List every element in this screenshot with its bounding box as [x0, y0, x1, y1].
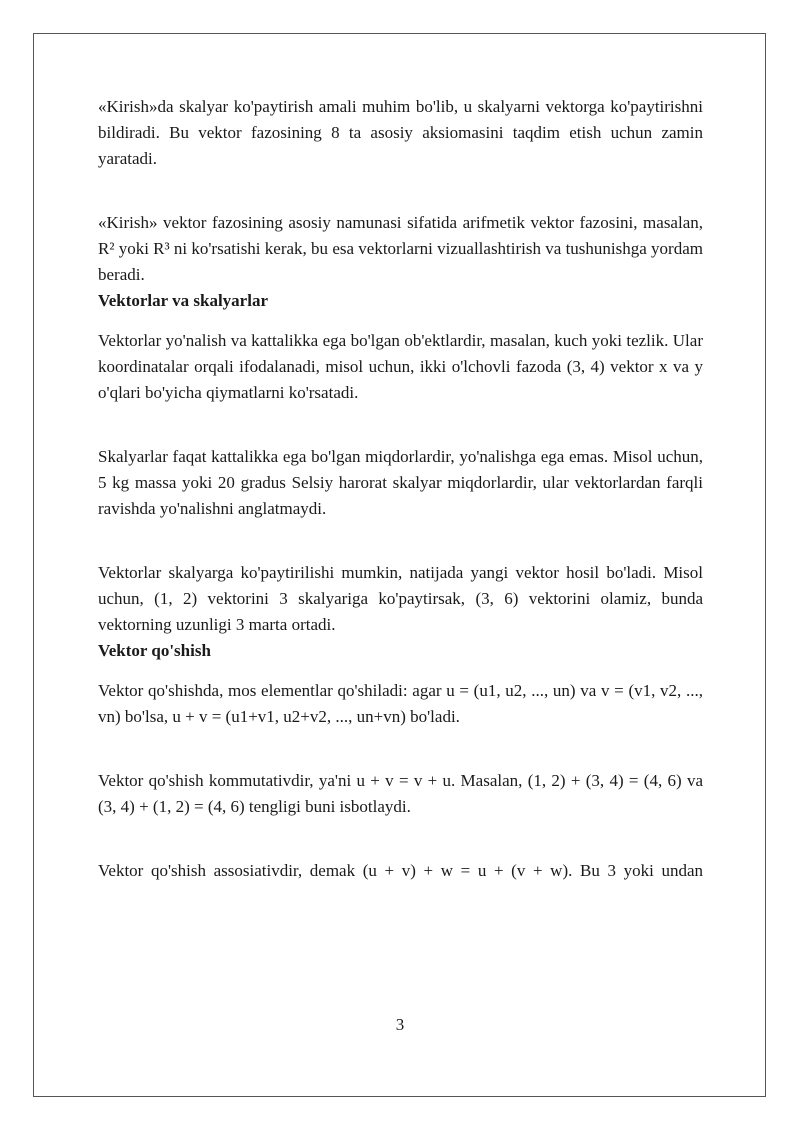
section1-paragraph-2: Skalyarlar faqat kattalikka ega bo'lgan miqdorlardir, yo'nalishga ega emas. Misol uchun, 5 kg massa yoki 20 gradus Selsiy harorat skalyar miqdorlardir, ular vektorlardan farqli ravishda yo'nalishni anglatmaydi.: [98, 447, 703, 518]
section2-paragraph-2: Vektor qo'shish kommutativdir, ya'ni u + v = v + u. Masalan, (1, 2) + (3, 4) = (4, 6) va (3, 4) + (1, 2) = (4, 6) tengligi buni isbotlaydi.: [98, 771, 703, 816]
section1-paragraph-1: Vektorlar yo'nalish va kattalikka ega bo'lgan ob'ektlardir, masalan, kuch yoki tezlik. Ular koordinatalar orqali ifodalanadi, misol uchun, ikki o'lchovli fazoda (3, 4) vektor x va y o'qlari bo'yicha qiymatlarni ko'rsatadi.: [98, 331, 703, 402]
page-number: 3: [395, 1015, 405, 1034]
section1-paragraph-3: Vektorlar skalyarga ko'paytirilishi mumkin, natijada yangi vektor hosil bo'ladi. Misol uchun, (1, 2) vektorini 3 skalyariga ko'paytirsak, (3, 6) vektorini olamiz, bunda vektorning uzunligi 3 marta ortadi.: [98, 563, 703, 634]
section2-paragraph-1: Vektor qo'shishda, mos elementlar qo'shiladi: agar u = (u1, u2, ..., un) va v = (v1, v2, ..., vn) bo'lsa, u + v = (u1+v1, u2+v2, ..., un+vn) bo'ladi.: [98, 681, 703, 726]
section-heading-vectors-scalars: Vektorlar va skalyarlar: [98, 291, 268, 310]
intro-paragraph-2: «Kirish» vektor fazosining asosiy namunasi sifatida arifmetik vektor fazosini, masalan, R² yoki R³ ni ko'rsatishi kerak, bu esa vektorlarni vizuallashtirish va tushunishga yordam beradi.: [98, 213, 703, 284]
section2-paragraph-3: Vektor qo'shish assosiativdir, demak (u + v) + w = u + (v + w). Bu 3 yoki undan: [98, 861, 703, 880]
page-content: [98, 94, 703, 884]
intro-paragraph-1: «Kirish»da skalyar ko'paytirish amali muhim bo'lib, u skalyarni vektorga ko'paytirishni bildiradi. Bu vektor fazosining 8 ta asosiy aksiomasini taqdim etish uchun zamin yaratadi.: [98, 97, 703, 168]
section-heading-vector-addition: Vektor qo'shish: [98, 641, 211, 660]
